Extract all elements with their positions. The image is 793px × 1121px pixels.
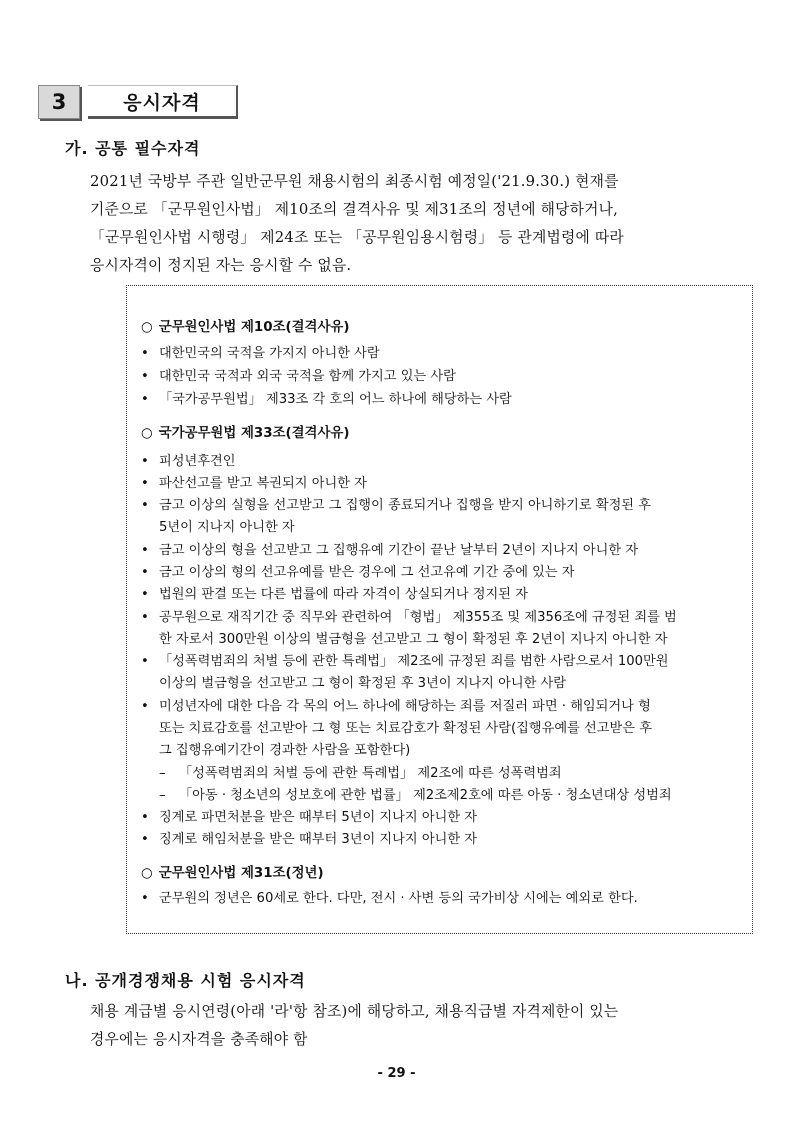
list-item: • 대한민국 국적과 외국 국적을 함께 가지고 있는 사람 [141, 369, 456, 384]
list-item: • 금고 이상의 실형을 선고받고 그 집행이 종료되거나 집행을 받지 아니하기로 확정된 후 [141, 498, 651, 513]
open-competition-paragraph [90, 998, 730, 1054]
box-heading-article33: ○ 국가공무원법 제33조(결격사유) [141, 426, 350, 441]
list-item: • 「국가공무원법」 제33조 각 호의 어느 하나에 해당하는 사람 [141, 392, 512, 407]
list-item: • 징계로 해임처분을 받은 때부터 3년이 지나지 아니한 자 [141, 832, 477, 847]
paragraph-line: 「군무원인사법 시행령」 제24조 또는 「공무원임용시험령」 등 관계법령에 따라 [90, 229, 624, 246]
open-competition-heading: 나. 공개경쟁채용 시험 응시자격 [65, 971, 306, 990]
list-item: • 법원의 판결 또는 다른 법률에 따라 자격이 상실되거나 정지된 자 [141, 587, 528, 602]
paragraph-line: 2021년 국방부 주관 일반군무원 채용시험의 최종시험 예정일('21.9.30.) 현재를 [90, 173, 619, 190]
box-heading-article31: ○ 군무원인사법 제31조(정년) [141, 866, 324, 881]
list-item: • 미성년자에 대한 다음 각 목의 어느 하나에 해당하는 죄를 저질러 파면 · 해임되거나 형 [141, 699, 651, 714]
list-item-continuation: 그 집행유예기간이 경과한 사람을 포함한다) [159, 743, 411, 758]
circle-bullet-icon: ○ [141, 320, 153, 335]
common-requirements-heading: 가. 공통 필수자격 [65, 139, 201, 158]
list-item: • 군무원의 정년은 60세로 한다. 다만, 전시 · 사변 등의 국가비상 시에는 예외로 한다. [141, 891, 638, 906]
paragraph-line: 경우에는 응시자격을 충족해야 함 [90, 1031, 308, 1048]
sub-list-item: – 「성폭력범죄의 처벌 등에 관한 특례법」 제2조에 따른 성폭력범죄 [159, 766, 562, 781]
circle-bullet-icon: ○ [141, 426, 153, 441]
circle-bullet-icon: ○ [141, 866, 153, 881]
sub-list-item: – 「아동 · 청소년의 성보호에 관한 법률」 제2조제2호에 따른 아동 · 청소년대상 성범죄 [159, 788, 672, 803]
section-title: 응시자격 [88, 85, 238, 119]
paragraph-line: 응시자격이 정지된 자는 응시할 수 없음. [90, 257, 352, 274]
list-item: • 파산선고를 받고 복권되지 아니한 자 [141, 476, 367, 491]
list-item: • 「성폭력범죄의 처벌 등에 관한 특례법」 제2조에 규정된 죄를 범한 사람으로서 100만원 [141, 654, 669, 669]
list-item: • 금고 이상의 형의 선고유예를 받은 경우에 그 선고유예 기간 중에 있는 자 [141, 565, 575, 580]
list-item: • 공무원으로 재직기간 중 직무와 관련하여 「형법」 제355조 및 제356조에 규정된 죄를 범 [141, 610, 677, 625]
list-item: • 징계로 파면처분을 받은 때부터 5년이 지나지 아니한 자 [141, 810, 477, 825]
page-number: - 29 - [377, 1066, 416, 1081]
list-item: • 피성년후견인 [141, 454, 236, 469]
section-number: 3 [38, 85, 80, 119]
list-item-continuation: 5년이 지나지 아니한 자 [159, 520, 295, 535]
common-requirements-paragraph [90, 168, 730, 280]
list-item-continuation: 이상의 벌금형을 선고받고 그 형이 확정된 후 3년이 지나지 아니한 사람 [159, 676, 567, 691]
list-item-continuation: 한 자로서 300만원 이상의 벌금형을 선고받고 그 형이 확정된 후 2년이 지나지 아니한 자 [159, 632, 668, 647]
paragraph-line: 기준으로 「군무원인사법」 제10조의 결격사유 및 제31조의 정년에 해당하거나, [90, 201, 619, 218]
list-item: • 대한민국의 국적을 가지지 아니한 사람 [141, 346, 380, 361]
list-item-continuation: 또는 치료감호를 선고받아 그 형 또는 치료감호가 확정된 사람(집행유예를 선고받은 후 [159, 721, 652, 736]
disqualification-box [126, 285, 753, 934]
paragraph-line: 채용 계급별 응시연령(아래 '라'항 참조)에 해당하고, 채용직급별 자격제한이 있는 [90, 1003, 619, 1020]
box-heading-article10: ○ 군무원인사법 제10조(결격사유) [141, 320, 350, 335]
list-item: • 금고 이상의 형을 선고받고 그 집행유예 기간이 끝난 날부터 2년이 지나지 아니한 자 [141, 543, 639, 558]
